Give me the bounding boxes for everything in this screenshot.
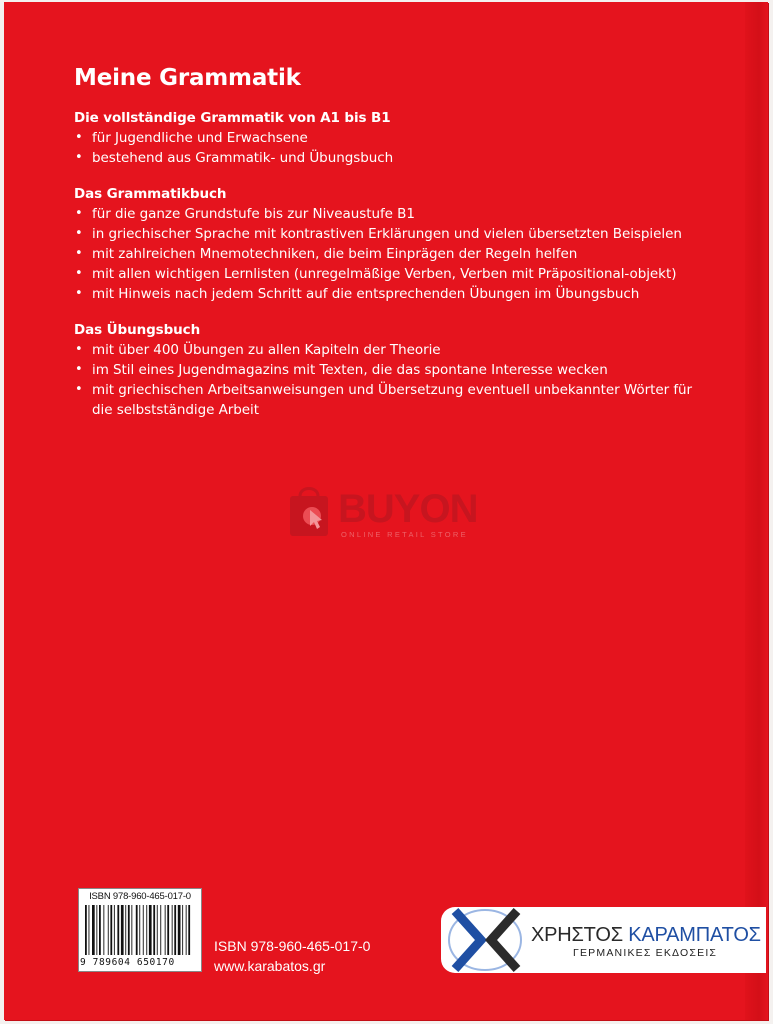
watermark-text: BUYON — [338, 487, 478, 531]
isbn-number: ISBN 978-960-465-017-0 — [214, 938, 371, 954]
publisher-name-second: ΚΑΡΑΜΠΑΤΟΣ — [628, 924, 761, 946]
section-overview — [74, 108, 714, 168]
website-url: www.karabatos.gr — [214, 958, 326, 974]
cover-spine-edge — [745, 2, 768, 1020]
section-heading: Die vollständige Grammatik von A1 bis B1 — [74, 110, 391, 126]
list-item: • im Stil eines Jugendmagazins mit Texten, die das spontane Interesse wecken — [74, 360, 714, 380]
isbn-block — [214, 936, 370, 976]
list-item: • mit allen wichtigen Lernlisten (unregelmäßige Verben, Verben mit Präpositional-objekt) — [74, 264, 714, 284]
publisher-name — [531, 924, 761, 946]
barcode-digits: 9 789604 650170 — [80, 957, 175, 968]
buyon-watermark — [286, 482, 496, 544]
section-heading: Das Grammatikbuch — [74, 186, 227, 202]
publisher-subtitle: ΓΕΡΜΑΝΙΚΕΣ ΕΚΔΟΣΕΙΣ — [573, 947, 718, 959]
list-item: • in griechischer Sprache mit kontrastiven Erklärungen und vielen übersetzten Beispielen — [74, 224, 714, 244]
bullet-list — [74, 204, 714, 304]
list-item: • mit zahlreichen Mnemotechniken, die beim Einprägen der Regeln helfen — [74, 244, 714, 264]
list-item: • mit Hinweis nach jedem Schritt auf die entsprechenden Übungen im Übungsbuch — [74, 284, 714, 304]
publisher-logo-panel — [441, 907, 766, 973]
section-grammatikbuch — [74, 184, 714, 304]
watermark-subtitle: ONLINE RETAIL STORE — [341, 530, 468, 539]
shopping-bag-icon — [286, 482, 332, 542]
publisher-name-first: ΧΡΗΣΤΟΣ — [531, 924, 623, 946]
list-item: • mit über 400 Übungen zu allen Kapiteln der Theorie — [74, 340, 714, 360]
barcode-icon — [83, 905, 197, 957]
publisher-logo-icon — [441, 903, 527, 977]
bullet-list — [74, 128, 714, 168]
list-item: • für Jugendliche und Erwachsene — [74, 128, 714, 148]
list-item: • mit griechischen Arbeitsanweisungen und Übersetzung eventuell unbekannter Wörter für die selbstständige Arbeit — [74, 380, 714, 420]
list-item: • bestehend aus Grammatik- und Übungsbuch — [74, 148, 714, 168]
bullet-list — [74, 340, 714, 420]
barcode-label — [78, 888, 202, 972]
list-item: • für die ganze Grundstufe bis zur Niveaustufe B1 — [74, 204, 714, 224]
section-heading: Das Übungsbuch — [74, 322, 201, 338]
book-title: Meine Grammatik — [74, 65, 301, 91]
barcode-isbn: ISBN 978-960-465-017-0 — [89, 891, 191, 902]
cover-text-block — [74, 60, 714, 420]
section-uebungsbuch — [74, 320, 714, 420]
